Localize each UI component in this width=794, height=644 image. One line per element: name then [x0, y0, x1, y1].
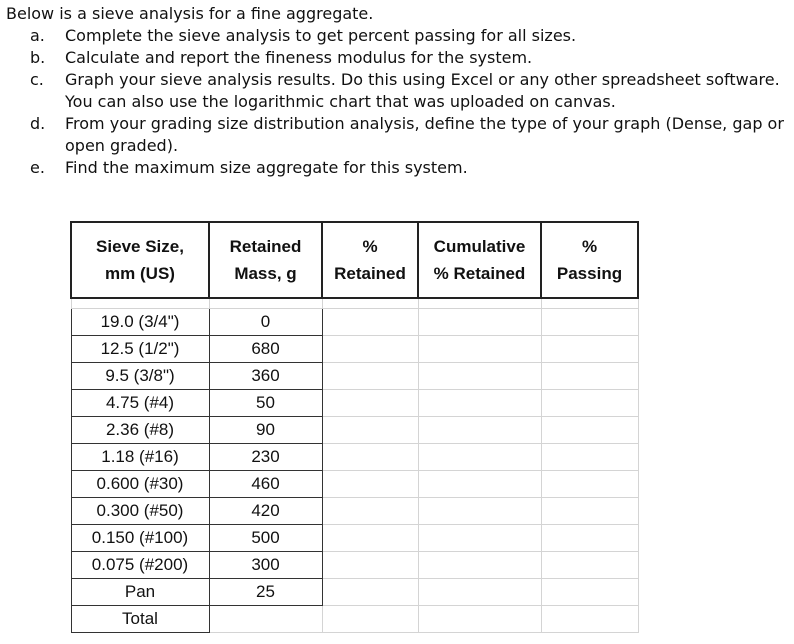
header-cumulative-retained: Cumulative % Retained — [418, 222, 541, 298]
cumulative-retained-cell[interactable] — [418, 362, 541, 389]
table-row — [71, 443, 638, 470]
table-row — [71, 308, 638, 335]
cumulative-retained-cell[interactable] — [418, 524, 541, 551]
task-marker: d. — [30, 114, 46, 133]
percent-passing-cell[interactable] — [541, 443, 638, 470]
retained-mass-cell: 230 — [209, 443, 322, 470]
task-marker: a. — [30, 26, 45, 45]
table-spacer-row — [71, 298, 638, 308]
sieve-size-cell: 12.5 (1/2") — [71, 335, 209, 362]
total-percent-passing-cell[interactable] — [541, 605, 638, 632]
task-text: From your grading size distribution analysis, define the type of your graph (Dense, gap or open graded). — [65, 114, 784, 155]
table-row — [71, 335, 638, 362]
sieve-analysis-table — [70, 221, 639, 633]
percent-retained-cell[interactable] — [322, 497, 418, 524]
retained-mass-cell: 50 — [209, 389, 322, 416]
task-marker: b. — [30, 48, 46, 67]
percent-retained-cell[interactable] — [322, 443, 418, 470]
cumulative-retained-cell[interactable] — [418, 335, 541, 362]
cumulative-retained-cell[interactable] — [418, 578, 541, 605]
header-retained-mass: Retained Mass, g — [209, 222, 322, 298]
task-item — [30, 69, 785, 113]
percent-retained-cell[interactable] — [322, 551, 418, 578]
percent-passing-cell[interactable] — [541, 524, 638, 551]
task-marker: e. — [30, 158, 45, 177]
retained-mass-cell: 460 — [209, 470, 322, 497]
sieve-size-cell: Pan — [71, 578, 209, 605]
sieve-size-cell: 0.300 (#50) — [71, 497, 209, 524]
percent-passing-cell[interactable] — [541, 578, 638, 605]
cumulative-retained-cell[interactable] — [418, 497, 541, 524]
percent-retained-cell[interactable] — [322, 470, 418, 497]
table-row — [71, 389, 638, 416]
percent-retained-cell[interactable] — [322, 524, 418, 551]
retained-mass-cell: 360 — [209, 362, 322, 389]
task-text: Find the maximum size aggregate for this system. — [65, 158, 468, 177]
header-sieve-size: Sieve Size, mm (US) — [71, 222, 209, 298]
retained-mass-cell: 300 — [209, 551, 322, 578]
cumulative-retained-cell[interactable] — [418, 308, 541, 335]
cumulative-retained-cell[interactable] — [418, 416, 541, 443]
cumulative-retained-cell[interactable] — [418, 551, 541, 578]
task-list — [30, 25, 785, 179]
retained-mass-cell: 0 — [209, 308, 322, 335]
sieve-size-cell: 1.18 (#16) — [71, 443, 209, 470]
task-item — [30, 47, 785, 69]
percent-retained-cell[interactable] — [322, 362, 418, 389]
table-row — [71, 578, 638, 605]
percent-passing-cell[interactable] — [541, 335, 638, 362]
retained-mass-cell: 500 — [209, 524, 322, 551]
sieve-size-cell: 0.075 (#200) — [71, 551, 209, 578]
table-row — [71, 551, 638, 578]
percent-retained-cell[interactable] — [322, 308, 418, 335]
percent-passing-cell[interactable] — [541, 551, 638, 578]
retained-mass-cell: 680 — [209, 335, 322, 362]
table-header-row — [71, 222, 638, 298]
retained-mass-cell: 420 — [209, 497, 322, 524]
task-text: Calculate and report the fineness modulus for the system. — [65, 48, 533, 67]
total-mass-cell[interactable] — [209, 605, 322, 632]
percent-retained-cell[interactable] — [322, 389, 418, 416]
table-row-total — [71, 605, 638, 632]
retained-mass-cell: 25 — [209, 578, 322, 605]
percent-passing-cell[interactable] — [541, 497, 638, 524]
cumulative-retained-cell[interactable] — [418, 470, 541, 497]
table-row — [71, 362, 638, 389]
task-text: Graph your sieve analysis results. Do this using Excel or any other spreadsheet software. You can also use the logarithmic chart that was uploaded on canvas. — [65, 70, 780, 111]
sieve-size-cell: 19.0 (3/4") — [71, 308, 209, 335]
table-row — [71, 524, 638, 551]
sieve-size-cell: 2.36 (#8) — [71, 416, 209, 443]
percent-retained-cell[interactable] — [322, 578, 418, 605]
table-row — [71, 497, 638, 524]
cumulative-retained-cell[interactable] — [418, 389, 541, 416]
task-text: Complete the sieve analysis to get percent passing for all sizes. — [65, 26, 577, 45]
task-marker: c. — [30, 70, 44, 89]
retained-mass-cell: 90 — [209, 416, 322, 443]
percent-passing-cell[interactable] — [541, 308, 638, 335]
percent-passing-cell[interactable] — [541, 416, 638, 443]
sieve-size-cell: 0.600 (#30) — [71, 470, 209, 497]
percent-passing-cell[interactable] — [541, 470, 638, 497]
percent-retained-cell[interactable] — [322, 335, 418, 362]
header-percent-passing: % Passing — [541, 222, 638, 298]
intro-text: Below is a sieve analysis for a fine aggregate. — [6, 4, 374, 23]
sieve-size-cell: 9.5 (3/8") — [71, 362, 209, 389]
sieve-size-cell: 0.150 (#100) — [71, 524, 209, 551]
table-row — [71, 470, 638, 497]
task-item — [30, 113, 785, 157]
total-percent-retained-cell[interactable] — [322, 605, 418, 632]
cumulative-retained-cell[interactable] — [418, 443, 541, 470]
percent-passing-cell[interactable] — [541, 362, 638, 389]
percent-retained-cell[interactable] — [322, 416, 418, 443]
task-item — [30, 25, 785, 47]
percent-passing-cell[interactable] — [541, 389, 638, 416]
table-row — [71, 416, 638, 443]
total-cumulative-cell[interactable] — [418, 605, 541, 632]
header-percent-retained: % Retained — [322, 222, 418, 298]
task-item — [30, 157, 785, 179]
total-label-cell: Total — [71, 605, 209, 632]
sieve-size-cell: 4.75 (#4) — [71, 389, 209, 416]
